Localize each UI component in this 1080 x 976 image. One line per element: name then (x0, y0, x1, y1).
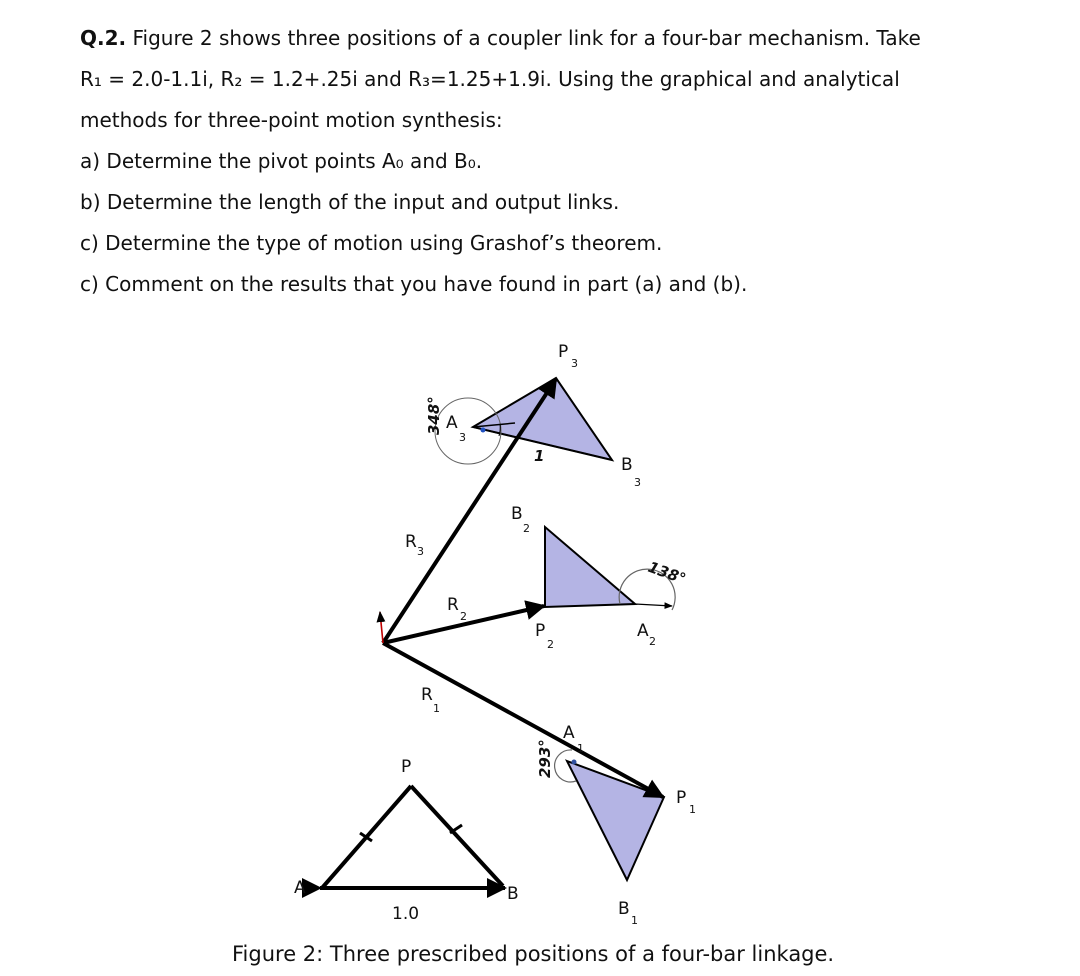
label-a1: A (563, 723, 575, 743)
label-p1: P (676, 788, 687, 808)
label-b1: B (618, 899, 630, 919)
label-link-1: 1 (534, 447, 545, 465)
label-r1: R (421, 685, 433, 705)
legend-label-p: P (401, 757, 412, 777)
vector-r3 (383, 379, 556, 643)
label-b3-sub: 3 (634, 476, 641, 489)
label-r2: R (447, 595, 459, 615)
label-angle-348: 348° (425, 396, 443, 435)
vector-r1 (383, 643, 663, 797)
label-p2: P (535, 621, 546, 641)
label-r2-sub: 2 (460, 610, 467, 623)
question-line-2: R₁ = 2.0-1.1i, R₂ = 1.2+.25i and R₃=1.25+1.9i. Using the graphical and analytical (80, 67, 900, 91)
label-a2-sub: 2 (649, 635, 656, 648)
label-angle-138: 138° (645, 557, 689, 589)
label-r3-sub: 3 (417, 545, 424, 558)
point-a1-marker (572, 760, 577, 765)
legend-label-b: B (507, 884, 519, 904)
legend-label-a: A (294, 878, 306, 898)
label-p2-sub: 2 (547, 638, 554, 651)
legend-length: 1.0 (392, 904, 420, 924)
question-part-b: b) Determine the length of the input and output links. (80, 190, 620, 214)
question-part-c2: c) Comment on the results that you have found in part (a) and (b). (80, 272, 748, 296)
reference-arrow (380, 612, 383, 643)
question-number: Q.2. (80, 26, 127, 50)
label-p1-sub: 1 (689, 803, 696, 816)
question-intro: Figure 2 shows three positions of a coupler link for a four-bar mechanism. Take (132, 26, 921, 50)
label-r3: R (405, 532, 417, 552)
angle-ray-a2 (635, 604, 672, 606)
point-a3-marker (481, 428, 486, 433)
label-angle-293: 293° (536, 739, 554, 778)
coupler-position-1 (567, 761, 664, 880)
coupler-position-2 (545, 527, 635, 607)
legend-triangle (320, 786, 505, 888)
label-b2: B (511, 504, 523, 524)
label-a1-sub: 1 (577, 742, 584, 755)
label-b1-sub: 1 (631, 914, 638, 927)
question-line-3: methods for three-point motion synthesis: (80, 108, 503, 132)
label-r1-sub: 1 (433, 702, 440, 715)
label-a2: A (637, 621, 649, 641)
label-p3: P (558, 342, 569, 362)
label-b3: B (621, 455, 633, 475)
label-b2-sub: 2 (523, 522, 530, 535)
question-part-a: a) Determine the pivot points A₀ and B₀. (80, 149, 483, 173)
question-part-c1: c) Determine the type of motion using Grashof’s theorem. (80, 231, 663, 255)
figure-caption: Figure 2: Three prescribed positions of a four-bar linkage. (232, 942, 835, 966)
label-p3-sub: 3 (571, 357, 578, 370)
label-a3: A (446, 413, 458, 433)
label-a3-sub: 3 (459, 431, 466, 444)
